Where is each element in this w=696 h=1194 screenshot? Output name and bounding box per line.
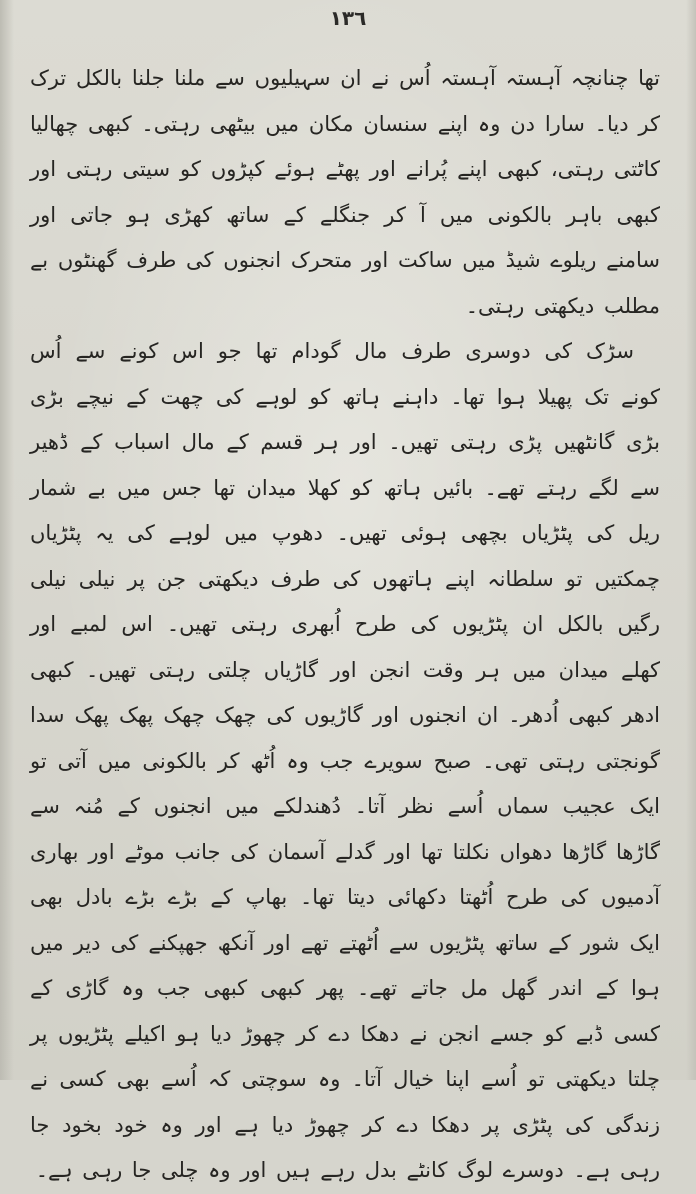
page-edge-shadow-left (0, 0, 14, 1080)
page-edge-shadow-right (686, 0, 696, 1080)
paragraph-1: تھا چنانچہ آہستہ آہستہ اُس نے ان سہیلیوں سے ملنا جلنا بالکل ترک کر دیا۔ سارا دن وہ اپنے سنسان مکان میں بیٹھی رہتی۔ کبھی چھالیا کاٹتی رہتی، کبھی اپنے پُرانے اور پھٹے ہوئے کپڑوں کو سیتی رہتی اور کبھی باہر بالکونی میں آ کر جنگلے کے ساتھ کھڑی ہو جاتی اور سامنے ریلوے شیڈ میں ساکت اور متحرک انجنوں کی طرف گھنٹوں بے مطلب دیکھتی رہتی۔ (30, 66, 660, 318)
page-number: ١٣٦ (329, 6, 367, 30)
paragraph-2: سڑک کی دوسری طرف مال گودام تھا جو اس کونے سے اُس کونے تک پھیلا ہوا تھا۔ داہنے ہاتھ کو لوہے کی چھت کے نیچے بڑی بڑی گانٹھیں پڑی رہتی تھیں۔ اور ہر قسم کے مال اسباب کے ڈھیر سے لگے رہتے تھے۔ بائیں ہاتھ کو کھلا میدان تھا جس میں بے شمار ریل کی پٹڑیاں بچھی ہوئی تھیں۔ دھوپ میں لوہے کی یہ پٹڑیاں چمکتیں تو سلطانہ اپنے ہاتھوں کی طرف دیکھتی جن پر نیلی نیلی رگیں بالکل ان پٹڑیوں کی طرح اُبھری رہتی تھیں۔ اس لمبے اور کھلے میدان میں ہر وقت انجن اور گاڑیاں چلتی رہتی تھیں۔ کبھی ادھر کبھی اُدھر۔ ان انجنوں اور گاڑیوں کی چھک چھک پھک پھک سدا گونجتی رہتی تھی۔ صبح سویرے جب وہ اُٹھ کر بالکونی میں آتی تو ایک عجیب سماں اُسے نظر آتا۔ دُھندلکے میں انجنوں کے مُنہ سے گاڑھا گاڑھا دھواں نکلتا تھا اور گدلے آسمان کی جانب موٹے اور بھاری آدمیوں کی طرح اُٹھتا دکھائی دیتا تھا۔ بھاپ کے بڑے بڑے بادل بھی ایک شور کے ساتھ پٹڑیوں سے اُٹھتے تھے اور آنکھ جھپکنے کی دیر میں ہوا کے اندر گھل مل جاتے تھے۔ پھر کبھی کبھی جب وہ گاڑی کے کسی ڈبے کو جسے انجن نے دھکا دے کر چھوڑ دیا ہو اکیلے پٹڑیوں پر چلتا دیکھتی تو اُسے اپنا خیال آتا۔ وہ سوچتی کہ اُسے بھی کسی نے زندگی کی پٹڑی پر دھکا دے کر چھوڑ دیا ہے اور وہ خود بخود جا رہی ہے۔ دوسرے لوگ کانٹے بدل رہے ہیں اور وہ چلی جا رہی ہے۔ (30, 339, 660, 1182)
urdu-text-body (30, 56, 660, 1194)
